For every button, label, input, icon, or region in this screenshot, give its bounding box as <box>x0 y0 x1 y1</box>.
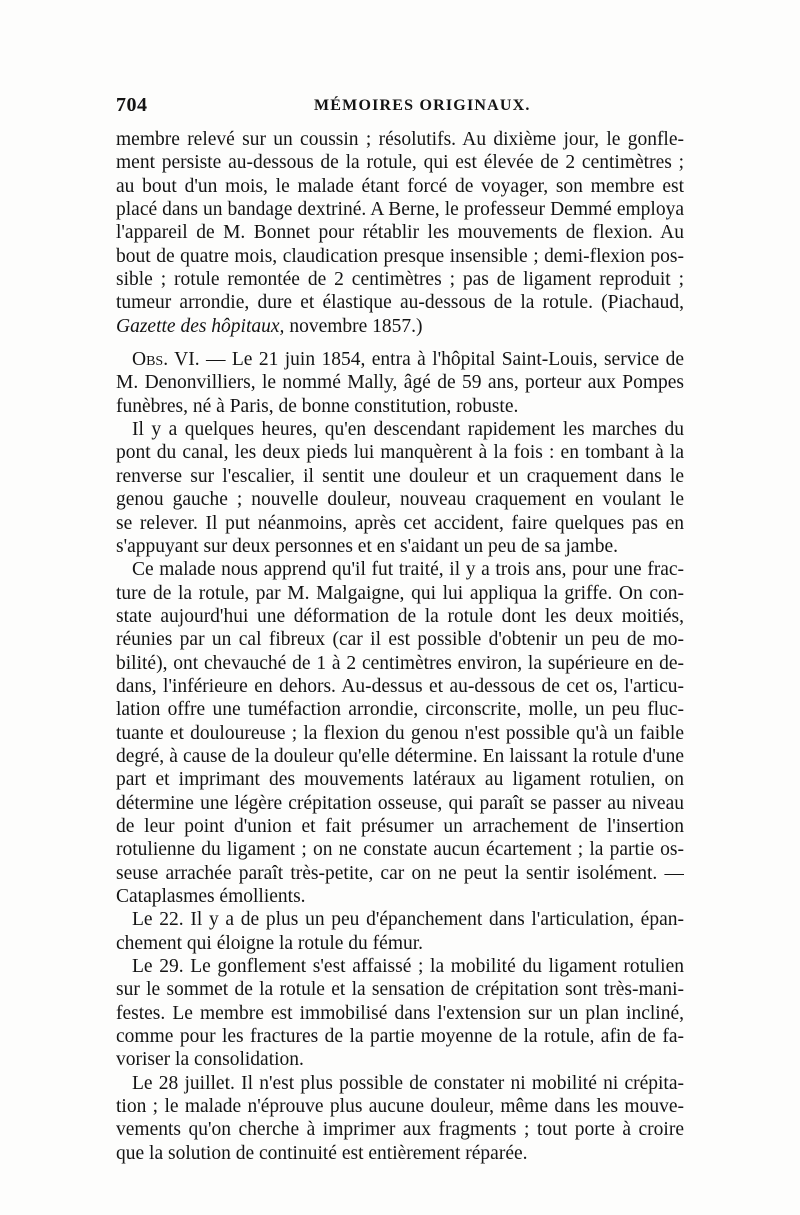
text-line: state aujourd'hui une déformation de la rotule dont les deux moitiés, <box>116 605 684 627</box>
accident-paragraph <box>116 418 684 558</box>
intro-paragraph <box>116 128 684 338</box>
text-line: comme pour les fractures de la partie moyenne de la rotule, afin de fa- <box>116 1026 684 1048</box>
text-line <box>116 348 684 371</box>
text-line: funèbres, né à Paris, de bonne constitution, robuste. <box>116 395 519 417</box>
text-line: Le 28 juillet. Il n'est plus possible de constater ni mobilité ni crépita- <box>132 1072 684 1094</box>
observation-label: Obs. VI. <box>132 349 200 371</box>
day-22-paragraph <box>116 908 684 955</box>
text-line: que la solution de continuité est entièrement réparée. <box>116 1142 528 1164</box>
text-line: dans, l'inférieure en dehors. Au-dessus et au-dessous de cet os, l'articu- <box>116 675 684 697</box>
text-line: festes. Le membre est immobilisé dans l'extension sur un plan incliné, <box>116 1002 684 1024</box>
text-line: voriser la consolidation. <box>116 1049 304 1071</box>
text-line: de leur point d'union et fait présumer un arrachement de l'insertion <box>116 815 684 837</box>
text-line: sur le sommet de la rotule et la sensation de crépitation sont très-mani- <box>116 979 684 1001</box>
reference-line <box>116 315 684 338</box>
observation-intro: — Le 21 juin 1854, entra à l'hôpital Saint-Louis, service de <box>199 349 684 371</box>
day-29-paragraph <box>116 955 684 1072</box>
text-line: s'appuyant sur deux personnes et en s'aidant un peu de sa jambe. <box>116 535 618 557</box>
july-28-paragraph <box>116 1072 684 1165</box>
text-line: part et imprimant des mouvements latéraux au ligament rotulien, on <box>116 769 684 791</box>
body-text <box>116 128 684 1165</box>
text-line: Ce malade nous apprend qu'il fut traité, il y a trois ans, pour une frac- <box>132 559 684 581</box>
text-line: pont du canal, les deux pieds lui manquèrent à la fois : en tombant à la <box>116 442 684 464</box>
page-header <box>116 94 684 124</box>
text-line: Cataplasmes émollients. <box>116 886 306 907</box>
text-line: tion ; le malade n'éprouve plus aucune douleur, même dans les mouve- <box>116 1096 684 1118</box>
text-line: tumeur arrondie, dure et élastique au-dessous de la rotule. (Piachaud, <box>116 292 684 314</box>
history-paragraph <box>116 558 684 908</box>
text-line: bout de quatre mois, claudication presque insensible ; demi-flexion pos- <box>116 245 684 267</box>
text-line: degré, à cause de la douleur qu'elle détermine. En laissant la rotule d'une <box>116 745 684 767</box>
text-line: renverse sur l'escalier, il sentit une douleur et un craquement dans le <box>116 465 684 487</box>
text-line: détermine une légère crépitation osseuse, qui paraît se passer au niveau <box>116 792 684 814</box>
text-line: vements qu'on cherche à imprimer aux fragments ; tout porte à croire <box>116 1119 684 1141</box>
text-line: seuse arrachée paraît très-petite, car on ne peut la sentir isolément. — <box>116 862 684 884</box>
text-line: chement qui éloigne la rotule du fémur. <box>116 932 424 954</box>
text-line: Il y a quelques heures, qu'en descendant rapidement les marches du <box>132 419 684 441</box>
running-title: MÉMOIRES ORIGINAUX. <box>314 97 531 114</box>
text-line: bilité), ont chevauché de 1 à 2 centimètres environ, la supérieure en de- <box>116 652 684 674</box>
text-line: placé dans un bandage dextriné. A Berne, le professeur Demmé employa <box>116 199 684 221</box>
text-line: rotulienne du ligament ; on ne constate aucun écartement ; la partie os- <box>116 839 684 861</box>
text-line: lation offre une tuméfaction arrondie, circonscrite, molle, un peu fluc- <box>116 699 684 721</box>
observation-heading-paragraph <box>116 348 684 418</box>
page-number: 704 <box>116 94 148 116</box>
journal-reference: Gazette des hôpitaux, <box>116 315 285 337</box>
text-line: ture de la rotule, par M. Malgaigne, qui lui appliqua la griffe. On con- <box>116 582 684 604</box>
text-line: ment persiste au-dessous de la rotule, qui est élevée de 2 centimètres ; <box>116 152 684 174</box>
text-line: réunies par un cal fibreux (car il est possible d'obtenir un peu de mo- <box>116 629 684 651</box>
text-line: M. Denonvilliers, le nommé Mally, âgé de 59 ans, porteur aux Pompes <box>116 372 684 394</box>
text-line: Le 29. Le gonflement s'est affaissé ; la mobilité du ligament rotulien <box>132 956 684 978</box>
text-line: tuante et douloureuse ; la flexion du genou n'est possible qu'à un faible <box>116 722 684 744</box>
reference-date: novembre 1857.) <box>284 315 423 337</box>
text-line: sible ; rotule remontée de 2 centimètres ; pas de ligament reproduit ; <box>116 269 684 291</box>
text-line: Le 22. Il y a de plus un peu d'épanchement dans l'articulation, épan- <box>132 909 684 931</box>
text-line: se relever. Il put néanmoins, après cet accident, faire quelques pas en <box>116 512 684 534</box>
text-line: genou gauche ; nouvelle douleur, nouveau craquement en voulant le <box>116 489 684 511</box>
text-line: l'appareil de M. Bonnet pour rétablir les mouvements de flexion. Au <box>116 222 684 244</box>
text-line: membre relevé sur un coussin ; résolutifs. Au dixième jour, le gonfle- <box>116 129 684 150</box>
text-line: au bout d'un mois, le malade étant forcé de voyager, son membre est <box>116 175 684 197</box>
